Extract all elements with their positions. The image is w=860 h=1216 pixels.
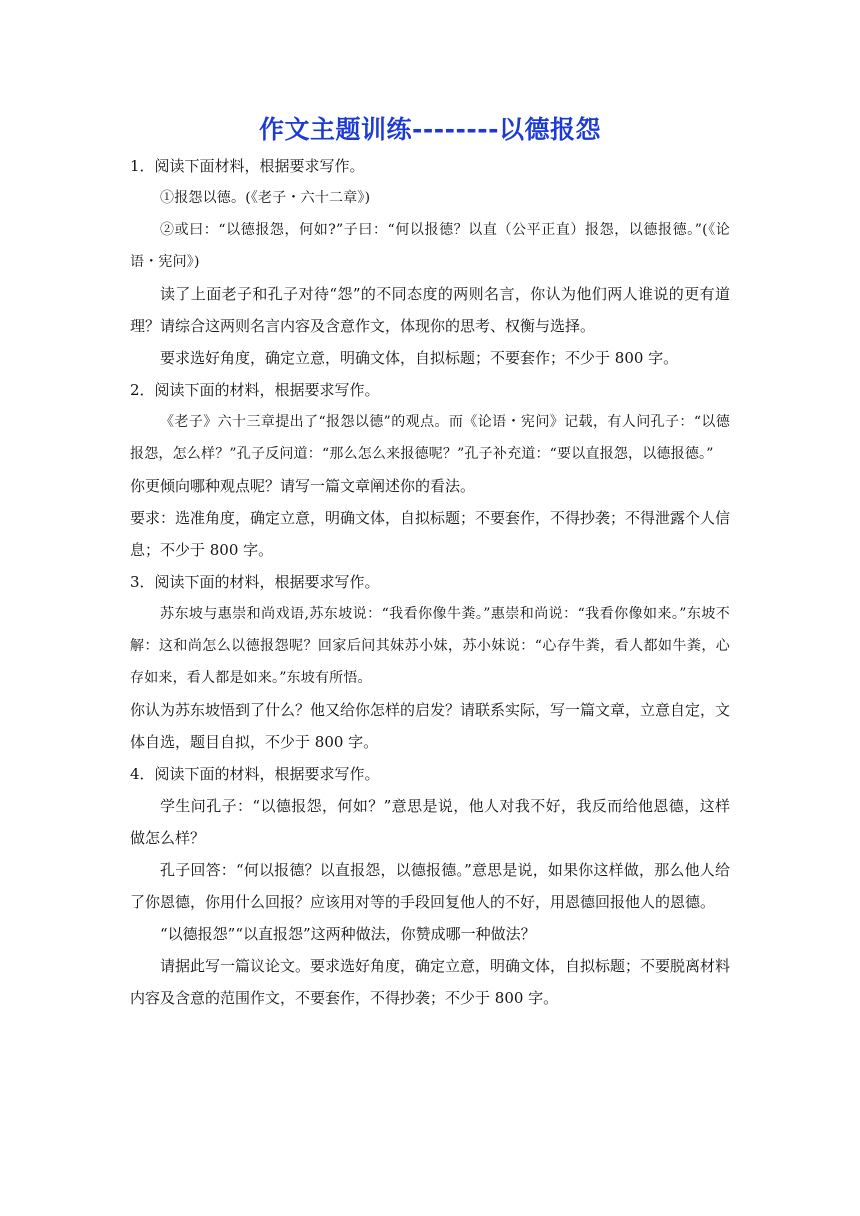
q4-material-confucius: 孔子回答：“何以报德？以直报怨，以德报德。”意思是说，如果你这样做，那么他人给了你恩德，你用什么回报？应该用对等的手段回复他人的不好，用恩德回报他人的恩德。 [130, 861, 730, 911]
document-title: 作文主题训练--------以德报怨 [258, 115, 601, 144]
q3-material: 苏东坡与惠崇和尚戏语,苏东坡说：“我看你像牛粪。”惠崇和尚说：“我看你像如来。”东坡不解：这和尚怎么以德报怨呢？回家后问其妹苏小妹，苏小妹说：“心存牛粪，看人都如牛粪，心存如来，看人都是如来。”东坡有所悟。 [130, 606, 730, 686]
q3-heading: 3．阅读下面的材料，根据要求写作。 [130, 573, 380, 591]
document-body [130, 150, 730, 1014]
q1-heading: 1．阅读下面材料，根据要求写作。 [130, 157, 365, 175]
q1-requirements: 要求选好角度，确定立意，明确文体，自拟标题；不要套作；不少于 800 字。 [160, 349, 679, 367]
q4-heading: 4．阅读下面的材料，根据要求写作。 [130, 765, 380, 783]
q4-material-student: 学生问孔子：“以德报怨，何如？”意思是说，他人对我不好，我反而给他恩德，这样做怎么样？ [130, 797, 730, 847]
q1-quote-laozi: ①报怨以德。(《老子・六十二章》) [160, 190, 371, 206]
q2-requirements: 要求：选准角度，确定立意，明确文体，自拟标题；不要套作，不得抄袭；不得泄露个人信息；不少于 800 字。 [130, 509, 731, 559]
q3-requirements: 你认为苏东坡悟到了什么？他又给你怎样的启发？请联系实际，写一篇文章，立意自定，文体自选，题目自拟，不少于 800 字。 [130, 701, 731, 751]
q4-question: “以德报怨”“以直报怨”这两种做法，你赞成哪一种做法？ [160, 925, 536, 943]
q4-requirements: 请据此写一篇议论文。要求选好角度，确定立意，明确文体，自拟标题；不要脱离材料内容及含意的范围作文，不要套作，不得抄袭；不少于 800 字。 [130, 957, 731, 1007]
q1-prompt: 读了上面老子和孔子对待“怨”的不同态度的两则名言，你认为他们两人谁说的更有道理？请综合这两则名言内容及含意作文，体现你的思考、权衡与选择。 [130, 285, 730, 335]
q2-heading: 2．阅读下面的材料，根据要求写作。 [130, 381, 380, 399]
q2-material: 《老子》六十三章提出了“报怨以德”的观点。而《论语・宪问》记载，有人问孔子：“以德报怨，怎么样？”孔子反问道：“那么怎么来报德呢？”孔子补充道：“要以直报怨，以德报德。” [130, 414, 730, 462]
q2-prompt: 你更倾向哪种观点呢？请写一篇文章阐述你的看法。 [130, 477, 476, 495]
q1-quote-lunyu: ②或曰：“以德报怨，何如?”子曰：“何以报德？以直（公平正直）报怨，以德报德。”(《论语・宪问》) [130, 222, 730, 270]
